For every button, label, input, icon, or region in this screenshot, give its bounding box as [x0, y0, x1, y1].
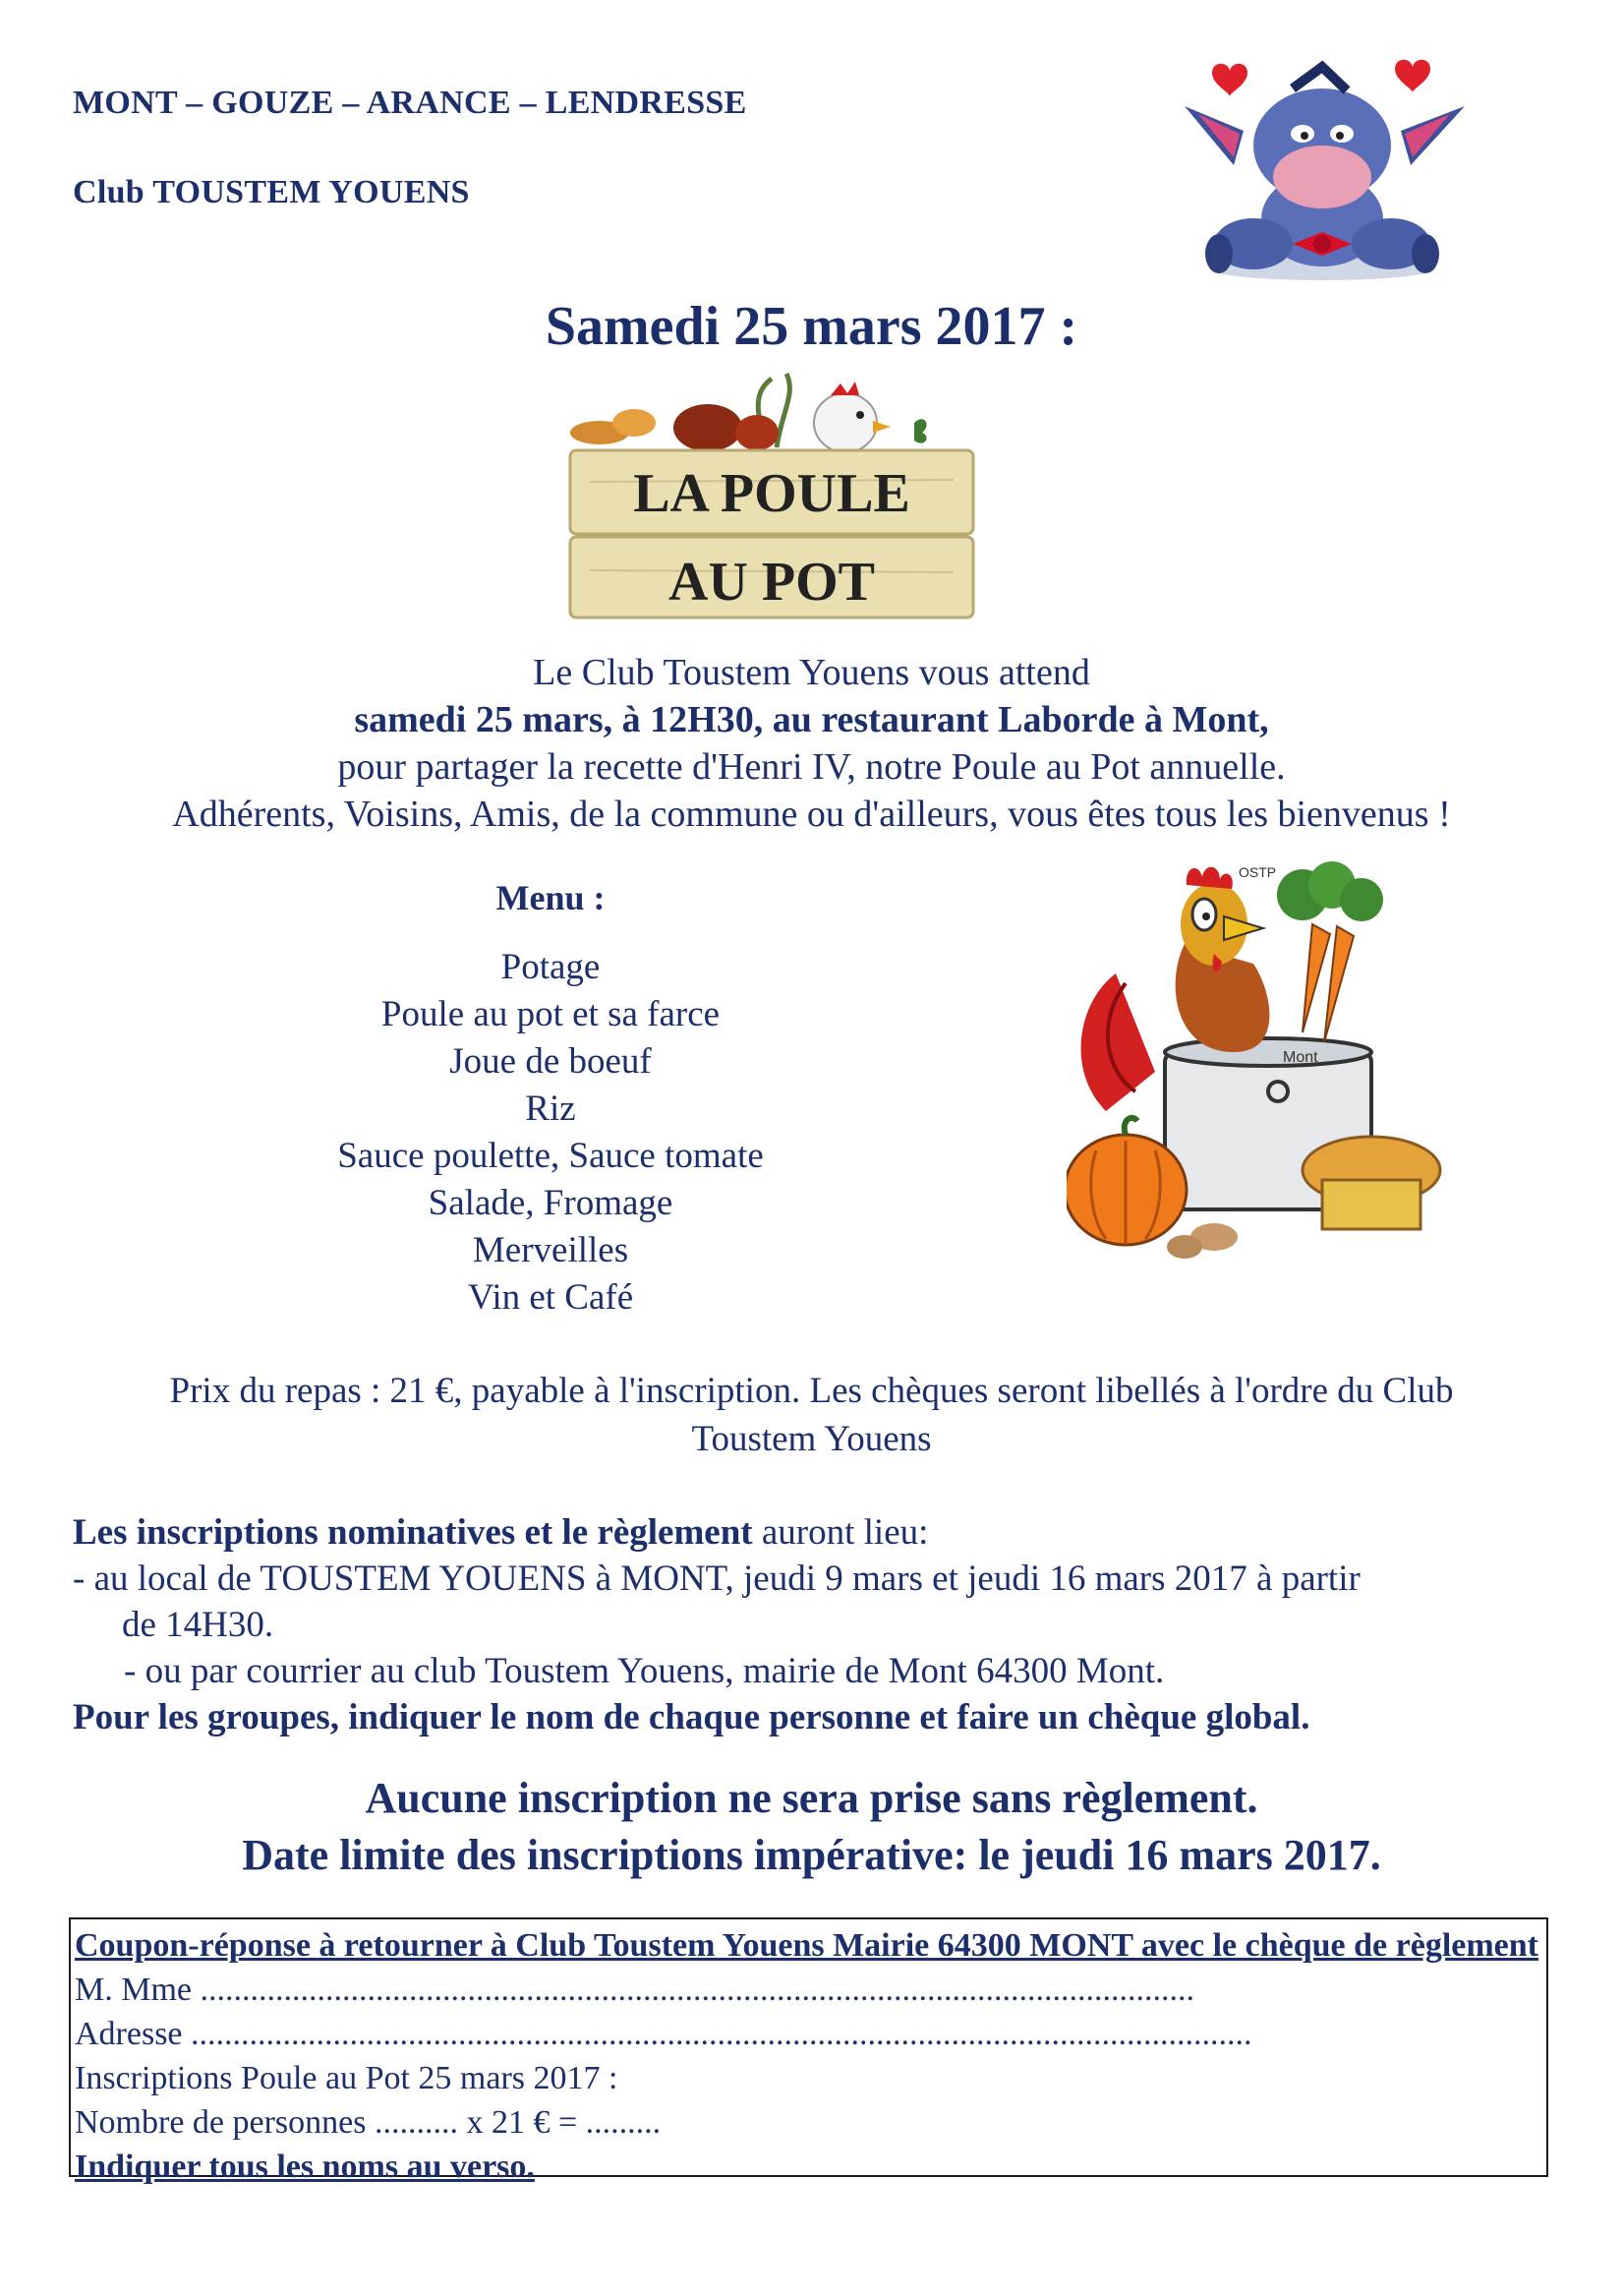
inscriptions-section — [73, 1509, 1567, 1740]
inscriptions-item: - au local de TOUSTEM YOUENS à MONT, jeudi 9 mars et jeudi 16 mars 2017 à partir — [73, 1559, 1361, 1599]
rooster-label: OSTP — [1239, 864, 1277, 880]
menu-item: Joue de boeuf — [449, 1041, 652, 1082]
warning-line: Aucune inscription ne sera prise sans règlement. — [365, 1774, 1258, 1822]
menu-item: Potage — [500, 947, 601, 987]
coupon-name-field: M. Mme ....................................................................................................................... — [75, 1972, 1194, 2008]
coupon-address-field: Adresse ............................................................................................................................... — [75, 2016, 1252, 2052]
donkey-illustration — [1175, 47, 1475, 303]
intro-line: pour partager la recette d'Henri IV, notre Poule au Pot annuelle. — [337, 746, 1286, 788]
header-club: Club TOUSTEM YOUENS — [73, 174, 470, 210]
menu-item: Poule au pot et sa farce — [380, 994, 721, 1034]
menu-item: Riz — [525, 1089, 576, 1129]
rooster-pot-illustration — [1067, 855, 1460, 1288]
page-title: Samedi 25 mars 2017 : — [545, 296, 1078, 357]
heart-icon — [1395, 60, 1430, 92]
coupon-persons-field: Nombre de personnes .......... x 21 € = ......... — [75, 2104, 662, 2141]
menu-item: Vin et Café — [467, 1277, 634, 1318]
logo-line1: LA POULE — [633, 463, 910, 524]
menu-item: Salade, Fromage — [428, 1183, 673, 1223]
header-towns: MONT – GOUZE – ARANCE – LENDRESSE — [73, 85, 747, 121]
coupon-box — [69, 1917, 1548, 2185]
menu-list — [256, 944, 845, 1322]
inscriptions-item-cont: de 14H30. — [122, 1605, 274, 1645]
price-line: Toustem Youens — [691, 1419, 932, 1459]
poule-au-pot-logo — [560, 364, 993, 629]
warning-block — [0, 1770, 1623, 1884]
price-paragraph — [0, 1367, 1623, 1463]
inscriptions-lead-bold: Les inscriptions nominatives et le règlement — [73, 1512, 753, 1553]
pot-label: Mont — [1283, 1049, 1318, 1066]
inscriptions-lead — [73, 1509, 1567, 1556]
intro-paragraph — [0, 649, 1623, 838]
menu-item: Sauce poulette, Sauce tomate — [337, 1136, 764, 1176]
coupon-inscriptions-line: Inscriptions Poule au Pot 25 mars 2017 : — [75, 2060, 618, 2096]
price-line: Prix du repas : 21 €, payable à l'inscription. Les chèques seront libellés à l'ordre du Club — [169, 1371, 1454, 1411]
intro-line-bold: samedi 25 mars, à 12H30, au restaurant Laborde à Mont, — [354, 699, 1269, 740]
warning-line: Date limite des inscriptions impérative: le jeudi 16 mars 2017. — [242, 1831, 1381, 1879]
logo-line2: AU POT — [668, 552, 875, 613]
menu-item: Merveilles — [472, 1230, 629, 1270]
inscriptions-item: - ou par courrier au club Toustem Youens, mairie de Mont 64300 Mont. — [124, 1651, 1165, 1691]
menu-title: Menu : — [495, 878, 606, 917]
heart-icon — [1212, 64, 1247, 96]
intro-line: Le Club Toustem Youens vous attend — [533, 652, 1090, 693]
inscriptions-groups: Pour les groupes, indiquer le nom de chaque personne et faire un chèque global. — [73, 1697, 1310, 1737]
intro-line: Adhérents, Voisins, Amis, de la commune ou d'ailleurs, vous êtes tous les bienvenus ! — [172, 794, 1451, 835]
coupon-footer: Indiquer tous les noms au verso. — [75, 2149, 535, 2185]
inscriptions-lead-rest: auront lieu: — [752, 1512, 929, 1553]
coupon-heading: Coupon-réponse à retourner à Club Toustem Youens Mairie 64300 MONT avec le chèque de règlement — [75, 1927, 1538, 1964]
